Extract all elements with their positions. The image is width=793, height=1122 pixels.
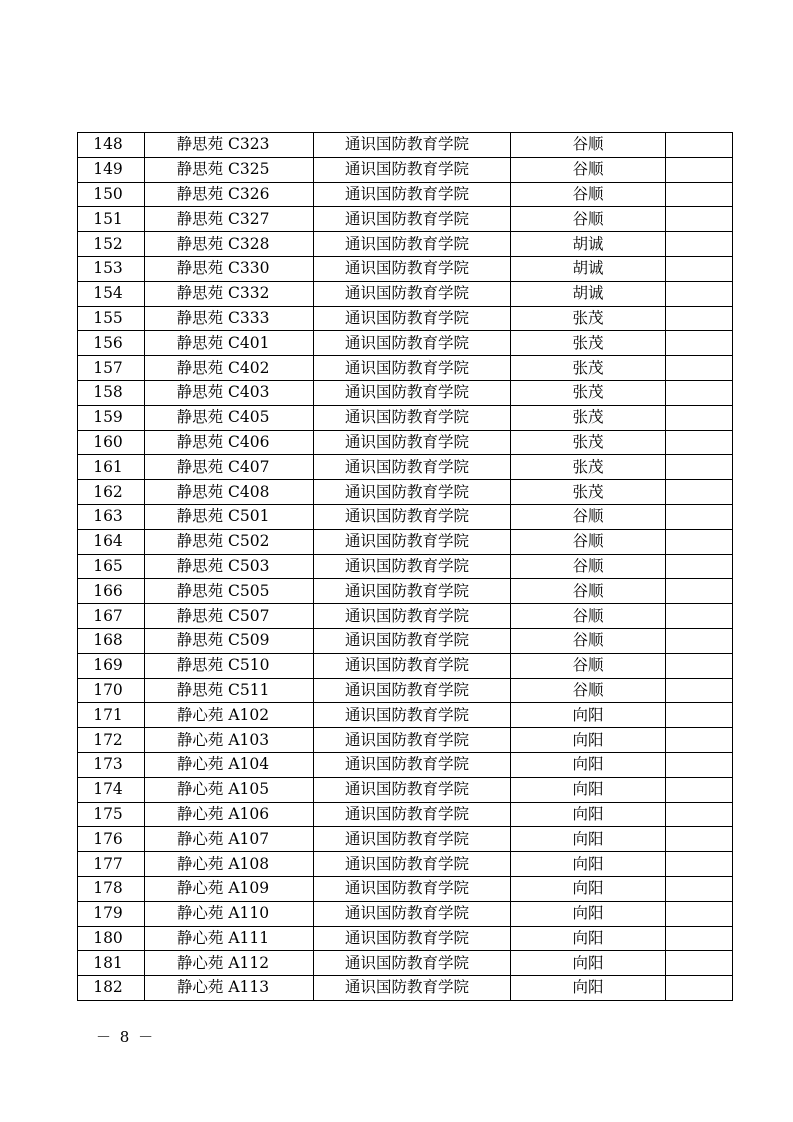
- row-number-cell: 169: [78, 653, 145, 678]
- table-row: [78, 852, 733, 877]
- room-cell: 静心苑 A102: [145, 703, 314, 728]
- room-cell: 静心苑 A113: [145, 976, 314, 1001]
- college-cell: 通识国防教育学院: [314, 529, 511, 554]
- person-cell: 向阳: [511, 876, 666, 901]
- remarks-cell: [666, 579, 733, 604]
- college-cell: 通识国防教育学院: [314, 554, 511, 579]
- table-row: [78, 802, 733, 827]
- table-row: [78, 306, 733, 331]
- room-cell: 静心苑 A107: [145, 827, 314, 852]
- room-cell: 静思苑 C407: [145, 455, 314, 480]
- college-cell: 通识国防教育学院: [314, 430, 511, 455]
- person-cell: 谷顺: [511, 653, 666, 678]
- row-number-cell: 150: [78, 182, 145, 207]
- college-cell: 通识国防教育学院: [314, 579, 511, 604]
- room-cell: 静心苑 A112: [145, 951, 314, 976]
- room-cell: 静思苑 C330: [145, 256, 314, 281]
- remarks-cell: [666, 901, 733, 926]
- remarks-cell: [666, 281, 733, 306]
- row-number-cell: 171: [78, 703, 145, 728]
- person-cell: 胡诚: [511, 232, 666, 257]
- table-row: [78, 281, 733, 306]
- person-cell: 谷顺: [511, 182, 666, 207]
- remarks-cell: [666, 480, 733, 505]
- remarks-cell: [666, 306, 733, 331]
- college-cell: 通识国防教育学院: [314, 356, 511, 381]
- remarks-cell: [666, 232, 733, 257]
- college-cell: 通识国防教育学院: [314, 777, 511, 802]
- row-number-cell: 152: [78, 232, 145, 257]
- table-row: [78, 182, 733, 207]
- remarks-cell: [666, 604, 733, 629]
- college-cell: 通识国防教育学院: [314, 926, 511, 951]
- remarks-cell: [666, 356, 733, 381]
- remarks-cell: [666, 430, 733, 455]
- row-number-cell: 167: [78, 604, 145, 629]
- person-cell: 向阳: [511, 852, 666, 877]
- college-cell: 通识国防教育学院: [314, 182, 511, 207]
- college-cell: 通识国防教育学院: [314, 207, 511, 232]
- person-cell: 张茂: [511, 430, 666, 455]
- room-cell: 静思苑 C511: [145, 678, 314, 703]
- person-cell: 张茂: [511, 380, 666, 405]
- row-number-cell: 173: [78, 752, 145, 777]
- college-cell: 通识国防教育学院: [314, 281, 511, 306]
- person-cell: 谷顺: [511, 157, 666, 182]
- person-cell: 张茂: [511, 331, 666, 356]
- person-cell: 向阳: [511, 777, 666, 802]
- row-number-cell: 149: [78, 157, 145, 182]
- remarks-cell: [666, 802, 733, 827]
- room-cell: 静思苑 C510: [145, 653, 314, 678]
- room-cell: 静心苑 A103: [145, 728, 314, 753]
- person-cell: 张茂: [511, 480, 666, 505]
- table-row: [78, 752, 733, 777]
- table-row: [78, 951, 733, 976]
- college-cell: 通识国防教育学院: [314, 480, 511, 505]
- table-row: [78, 876, 733, 901]
- room-cell: 静思苑 C328: [145, 232, 314, 257]
- remarks-cell: [666, 951, 733, 976]
- table-row: [78, 480, 733, 505]
- college-cell: 通识国防教育学院: [314, 876, 511, 901]
- dormitory-table: [77, 132, 733, 1001]
- table-row: [78, 628, 733, 653]
- remarks-cell: [666, 455, 733, 480]
- person-cell: 张茂: [511, 306, 666, 331]
- remarks-cell: [666, 628, 733, 653]
- person-cell: 胡诚: [511, 281, 666, 306]
- person-cell: 胡诚: [511, 256, 666, 281]
- room-cell: 静思苑 C327: [145, 207, 314, 232]
- remarks-cell: [666, 529, 733, 554]
- room-cell: 静思苑 C503: [145, 554, 314, 579]
- college-cell: 通识国防教育学院: [314, 728, 511, 753]
- table-row: [78, 133, 733, 158]
- college-cell: 通识国防教育学院: [314, 901, 511, 926]
- room-cell: 静心苑 A111: [145, 926, 314, 951]
- person-cell: 向阳: [511, 728, 666, 753]
- assignment-table: [77, 132, 733, 1001]
- row-number-cell: 156: [78, 331, 145, 356]
- person-cell: 向阳: [511, 951, 666, 976]
- table-row: [78, 405, 733, 430]
- person-cell: 向阳: [511, 901, 666, 926]
- row-number-cell: 180: [78, 926, 145, 951]
- room-cell: 静思苑 C401: [145, 331, 314, 356]
- row-number-cell: 175: [78, 802, 145, 827]
- remarks-cell: [666, 182, 733, 207]
- table-row: [78, 356, 733, 381]
- room-cell: 静心苑 A104: [145, 752, 314, 777]
- person-cell: 向阳: [511, 827, 666, 852]
- page-number: － 8 －: [96, 1028, 156, 1046]
- college-cell: 通识国防教育学院: [314, 331, 511, 356]
- row-number-cell: 151: [78, 207, 145, 232]
- table-row: [78, 529, 733, 554]
- table-row: [78, 232, 733, 257]
- remarks-cell: [666, 504, 733, 529]
- room-cell: 静心苑 A109: [145, 876, 314, 901]
- row-number-cell: 174: [78, 777, 145, 802]
- room-cell: 静思苑 C408: [145, 480, 314, 505]
- room-cell: 静思苑 C502: [145, 529, 314, 554]
- college-cell: 通识国防教育学院: [314, 802, 511, 827]
- remarks-cell: [666, 405, 733, 430]
- college-cell: 通识国防教育学院: [314, 306, 511, 331]
- row-number-cell: 166: [78, 579, 145, 604]
- remarks-cell: [666, 653, 733, 678]
- college-cell: 通识国防教育学院: [314, 604, 511, 629]
- person-cell: 谷顺: [511, 554, 666, 579]
- person-cell: 谷顺: [511, 504, 666, 529]
- table-row: [78, 579, 733, 604]
- room-cell: 静思苑 C333: [145, 306, 314, 331]
- table-row: [78, 653, 733, 678]
- person-cell: 向阳: [511, 752, 666, 777]
- table-row: [78, 901, 733, 926]
- row-number-cell: 163: [78, 504, 145, 529]
- table-row: [78, 926, 733, 951]
- college-cell: 通识国防教育学院: [314, 628, 511, 653]
- person-cell: 向阳: [511, 802, 666, 827]
- person-cell: 谷顺: [511, 207, 666, 232]
- row-number-cell: 178: [78, 876, 145, 901]
- table-row: [78, 207, 733, 232]
- remarks-cell: [666, 157, 733, 182]
- remarks-cell: [666, 876, 733, 901]
- row-number-cell: 172: [78, 728, 145, 753]
- person-cell: 谷顺: [511, 529, 666, 554]
- row-number-cell: 181: [78, 951, 145, 976]
- row-number-cell: 164: [78, 529, 145, 554]
- remarks-cell: [666, 678, 733, 703]
- row-number-cell: 159: [78, 405, 145, 430]
- person-cell: 张茂: [511, 405, 666, 430]
- room-cell: 静心苑 A110: [145, 901, 314, 926]
- row-number-cell: 170: [78, 678, 145, 703]
- table-row: [78, 455, 733, 480]
- person-cell: 向阳: [511, 976, 666, 1001]
- remarks-cell: [666, 777, 733, 802]
- remarks-cell: [666, 926, 733, 951]
- person-cell: 向阳: [511, 703, 666, 728]
- remarks-cell: [666, 728, 733, 753]
- room-cell: 静思苑 C402: [145, 356, 314, 381]
- room-cell: 静心苑 A108: [145, 852, 314, 877]
- college-cell: 通识国防教育学院: [314, 752, 511, 777]
- college-cell: 通识国防教育学院: [314, 380, 511, 405]
- room-cell: 静思苑 C507: [145, 604, 314, 629]
- college-cell: 通识国防教育学院: [314, 976, 511, 1001]
- row-number-cell: 158: [78, 380, 145, 405]
- row-number-cell: 177: [78, 852, 145, 877]
- remarks-cell: [666, 976, 733, 1001]
- table-row: [78, 703, 733, 728]
- row-number-cell: 161: [78, 455, 145, 480]
- person-cell: 张茂: [511, 356, 666, 381]
- person-cell: 向阳: [511, 926, 666, 951]
- room-cell: 静思苑 C405: [145, 405, 314, 430]
- college-cell: 通识国防教育学院: [314, 653, 511, 678]
- room-cell: 静思苑 C332: [145, 281, 314, 306]
- remarks-cell: [666, 331, 733, 356]
- table-row: [78, 331, 733, 356]
- table-row: [78, 256, 733, 281]
- room-cell: 静思苑 C505: [145, 579, 314, 604]
- remarks-cell: [666, 207, 733, 232]
- person-cell: 张茂: [511, 455, 666, 480]
- person-cell: 谷顺: [511, 133, 666, 158]
- room-cell: 静思苑 C323: [145, 133, 314, 158]
- table-row: [78, 554, 733, 579]
- row-number-cell: 157: [78, 356, 145, 381]
- row-number-cell: 168: [78, 628, 145, 653]
- remarks-cell: [666, 752, 733, 777]
- table-row: [78, 430, 733, 455]
- row-number-cell: 179: [78, 901, 145, 926]
- college-cell: 通识国防教育学院: [314, 504, 511, 529]
- table-body: [78, 133, 733, 1001]
- row-number-cell: 176: [78, 827, 145, 852]
- row-number-cell: 148: [78, 133, 145, 158]
- row-number-cell: 165: [78, 554, 145, 579]
- person-cell: 谷顺: [511, 579, 666, 604]
- college-cell: 通识国防教育学院: [314, 157, 511, 182]
- row-number-cell: 154: [78, 281, 145, 306]
- college-cell: 通识国防教育学院: [314, 256, 511, 281]
- remarks-cell: [666, 256, 733, 281]
- table-row: [78, 157, 733, 182]
- college-cell: 通识国防教育学院: [314, 133, 511, 158]
- remarks-cell: [666, 554, 733, 579]
- college-cell: 通识国防教育学院: [314, 703, 511, 728]
- table-row: [78, 678, 733, 703]
- row-number-cell: 160: [78, 430, 145, 455]
- remarks-cell: [666, 703, 733, 728]
- table-row: [78, 777, 733, 802]
- room-cell: 静思苑 C509: [145, 628, 314, 653]
- table-row: [78, 504, 733, 529]
- table-row: [78, 827, 733, 852]
- person-cell: 谷顺: [511, 604, 666, 629]
- room-cell: 静思苑 C326: [145, 182, 314, 207]
- college-cell: 通识国防教育学院: [314, 678, 511, 703]
- remarks-cell: [666, 133, 733, 158]
- remarks-cell: [666, 852, 733, 877]
- table-row: [78, 728, 733, 753]
- college-cell: 通识国防教育学院: [314, 405, 511, 430]
- college-cell: 通识国防教育学院: [314, 455, 511, 480]
- college-cell: 通识国防教育学院: [314, 827, 511, 852]
- table-row: [78, 604, 733, 629]
- row-number-cell: 155: [78, 306, 145, 331]
- row-number-cell: 153: [78, 256, 145, 281]
- person-cell: 谷顺: [511, 678, 666, 703]
- remarks-cell: [666, 827, 733, 852]
- room-cell: 静心苑 A105: [145, 777, 314, 802]
- college-cell: 通识国防教育学院: [314, 852, 511, 877]
- room-cell: 静心苑 A106: [145, 802, 314, 827]
- row-number-cell: 182: [78, 976, 145, 1001]
- table-row: [78, 976, 733, 1001]
- room-cell: 静思苑 C406: [145, 430, 314, 455]
- row-number-cell: 162: [78, 480, 145, 505]
- remarks-cell: [666, 380, 733, 405]
- table-row: [78, 380, 733, 405]
- room-cell: 静思苑 C325: [145, 157, 314, 182]
- person-cell: 谷顺: [511, 628, 666, 653]
- college-cell: 通识国防教育学院: [314, 951, 511, 976]
- room-cell: 静思苑 C501: [145, 504, 314, 529]
- room-cell: 静思苑 C403: [145, 380, 314, 405]
- college-cell: 通识国防教育学院: [314, 232, 511, 257]
